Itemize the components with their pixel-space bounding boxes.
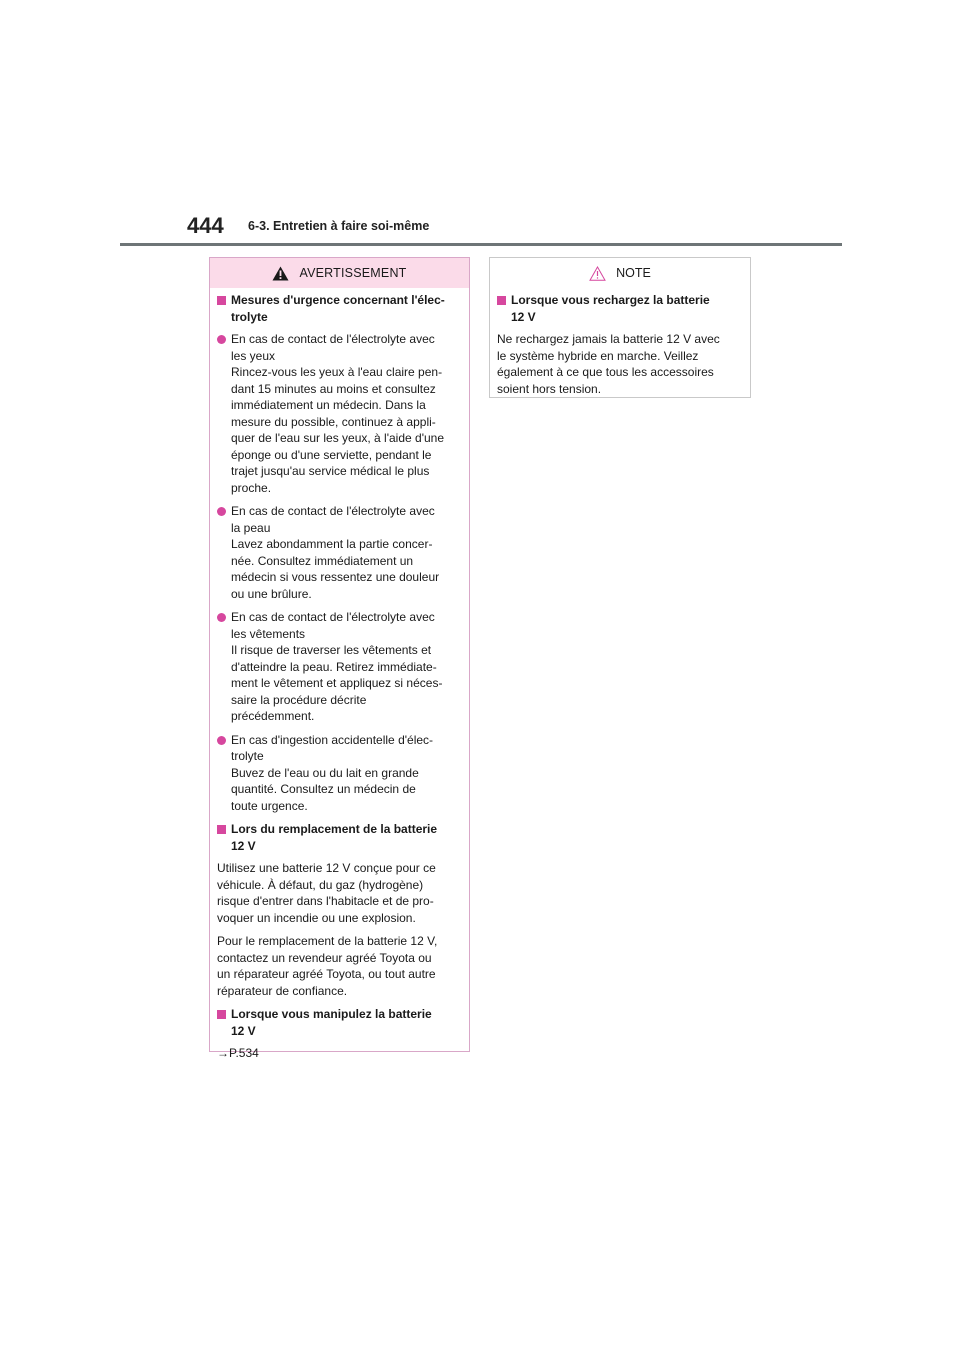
text-line: Lorsque vous manipulez la batterie (231, 1007, 432, 1021)
text-line: En cas d'ingestion accidentelle d'élec- (231, 732, 434, 747)
note-paragraph (497, 331, 743, 397)
text-line: 12 V (231, 1023, 256, 1038)
text-line: dant 15 minutes au moins et consultez (231, 381, 436, 396)
text-line: Rincez-vous les yeux à l'eau claire pen- (231, 365, 443, 379)
note-header (490, 258, 750, 288)
text-line: proche. (231, 480, 272, 495)
warning-title: AVERTISSEMENT (299, 266, 407, 280)
page-number: 444 (187, 213, 224, 238)
bullet-text (231, 331, 462, 496)
arrow-right-icon: → (217, 1046, 229, 1060)
warning-box (209, 257, 470, 1060)
note-content (490, 288, 750, 397)
text-line: les vêtements (231, 626, 306, 641)
square-bullet-icon (217, 1010, 226, 1019)
text-line: Ne rechargez jamais la batterie 12 V avec (497, 332, 720, 346)
text-line: née. Consultez immédiatement un (231, 553, 414, 568)
text-line: quer de l'eau sur les yeux, à l'aide d'une (231, 431, 445, 445)
text-line: mesure du possible, continuez à appli- (231, 414, 436, 429)
text-line: toute urgence. (231, 798, 308, 813)
text-line: 12 V (231, 838, 256, 853)
square-bullet-icon (217, 296, 226, 305)
note-triangle-icon (589, 266, 606, 281)
round-bullet-icon (217, 736, 226, 745)
text-line: Utilisez une batterie 12 V conçue pour ce (217, 861, 436, 875)
round-bullet-icon (217, 507, 226, 516)
subheading-text (231, 292, 445, 325)
warning-paragraph (217, 860, 462, 926)
text-line: d'atteindre la peau. Retirez immédiate- (231, 659, 437, 674)
text-line: quantité. Consultez un médecin de (231, 782, 416, 796)
square-bullet-icon (497, 296, 506, 305)
text-line: saire la procédure décrite (231, 692, 367, 707)
bullet-text (231, 732, 462, 815)
subheading-text (231, 821, 437, 854)
warning-bullet (217, 732, 462, 815)
text-line: En cas de contact de l'électrolyte avec (231, 332, 435, 346)
text-line: trajet jusqu'au service médical le plus (231, 464, 430, 478)
text-line: Mesures d'urgence concernant l'élec- (231, 293, 445, 307)
section-title: 6-3. Entretien à faire soi-même (248, 219, 430, 233)
text-line: trolyte (231, 309, 268, 324)
text-line: voquer un incendie ou une explosion. (217, 910, 416, 925)
text-line: éponge ou d'une serviette, pendant le (231, 447, 432, 462)
text-line: En cas de contact de l'électrolyte avec (231, 610, 435, 624)
text-line: les yeux (231, 348, 276, 363)
text-line: Lors du remplacement de la batterie (231, 822, 438, 836)
text-line: la peau (231, 520, 271, 535)
warning-content (210, 288, 469, 1062)
text-line: trolyte (231, 749, 264, 763)
text-line: contactez un revendeur agréé Toyota ou (217, 950, 432, 965)
round-bullet-icon (217, 613, 226, 622)
subheading-text (511, 292, 710, 325)
text-line: ou une brûlure. (231, 586, 312, 601)
text-line: Il risque de traverser les vêtements et (231, 643, 432, 657)
text-line: 12 V (511, 309, 536, 324)
text-line: le système hybride en marche. Veillez (497, 348, 699, 363)
text-line: un réparateur agréé Toyota, ou tout autre (217, 967, 436, 981)
warning-triangle-icon (272, 266, 289, 281)
bullet-text (231, 503, 462, 602)
text-line: ment le vêtement et appliquez si néces- (231, 676, 443, 690)
header-rule (120, 243, 842, 246)
text-line: Pour le remplacement de la batterie 12 V, (217, 934, 438, 948)
note-subheading (497, 292, 743, 325)
text-line: immédiatement un médecin. Dans la (231, 398, 426, 412)
warning-bullet (217, 609, 462, 725)
round-bullet-icon (217, 335, 226, 344)
text-line: En cas de contact de l'électrolyte avec (231, 504, 435, 518)
text-line: Lavez abondamment la partie concer- (231, 537, 433, 551)
text-line: risque d'entrer dans l'habitacle et de pro- (217, 894, 434, 908)
warning-subheading (217, 1006, 462, 1039)
page-reference[interactable] (217, 1045, 462, 1062)
bullet-text (231, 609, 462, 725)
warning-bullet (217, 503, 462, 602)
text-line: réparateur de confiance. (217, 983, 348, 998)
text-line: précédemment. (231, 709, 315, 723)
note-box (489, 257, 751, 398)
warning-subheading (217, 292, 462, 325)
text-line: véhicule. À défaut, du gaz (hydrogène) (217, 877, 424, 892)
warning-paragraph (217, 933, 462, 999)
text-line: Lorsque vous rechargez la batterie (511, 293, 710, 307)
text-line: également à ce que tous les accessoires (497, 365, 714, 379)
text-line: soient hors tension. (497, 381, 602, 396)
reference-text: P.534 (229, 1046, 259, 1060)
text-line: médecin si vous ressentez une douleur (231, 570, 440, 584)
note-title: NOTE (616, 266, 651, 280)
warning-header (210, 258, 469, 288)
warning-bullet (217, 331, 462, 496)
subheading-text (231, 1006, 432, 1039)
square-bullet-icon (217, 825, 226, 834)
text-line: Buvez de l'eau ou du lait en grande (231, 765, 419, 780)
warning-subheading (217, 821, 462, 854)
